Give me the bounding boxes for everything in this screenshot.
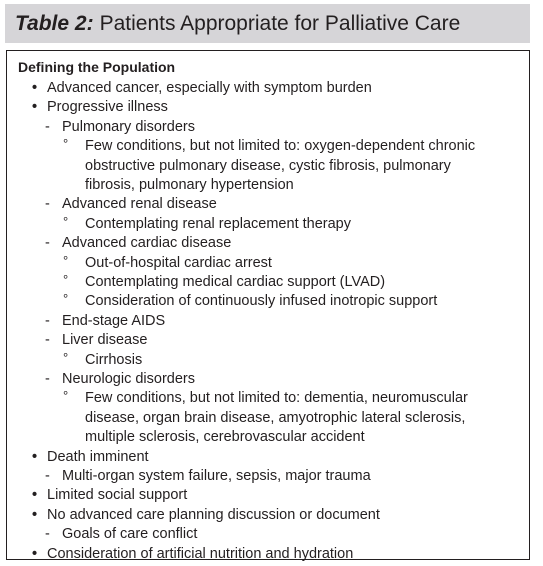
bullet-marker: • <box>32 506 38 523</box>
dash-marker: - <box>45 118 50 135</box>
list-item-level-3 <box>85 409 465 429</box>
list-item-level-2 <box>45 118 195 138</box>
list-item-text: Contemplating renal replacement therapy <box>85 215 351 232</box>
list-item-text: Goals of care conflict <box>62 526 198 543</box>
dash-marker: - <box>45 235 50 252</box>
list-item-text: Pulmonary disorders <box>62 118 195 135</box>
bullet-marker: • <box>32 545 38 562</box>
list-item-text: Liver disease <box>62 332 148 349</box>
bullet-marker: • <box>32 448 38 465</box>
dash-marker: - <box>45 371 50 387</box>
list-item-text: Few conditions, but not limited to: dementia, neuromuscular <box>85 390 468 407</box>
list-item-text: Advanced renal disease <box>62 196 217 213</box>
dash-marker: - <box>45 332 50 349</box>
list-item-text: Cirrhosis <box>85 351 143 368</box>
list-item-text: End-stage AIDS <box>62 312 166 329</box>
list-item-text: Progressive illness <box>47 99 168 116</box>
list-item-text: Multi-organ system failure, sepsis, major trauma <box>62 468 371 484</box>
dash-marker: - <box>45 312 50 329</box>
list-item-level-1 <box>32 486 188 506</box>
list-item-text: multiple sclerosis, cerebrovascular accident <box>85 429 365 446</box>
list-item-level-1 <box>32 98 168 118</box>
list-item-level-2 <box>45 234 232 254</box>
list-item-level-3 <box>63 252 272 274</box>
list-item-text: Consideration of continuously infused inotropic support <box>85 293 438 310</box>
degree-marker: ° <box>63 349 69 365</box>
list-item-text: Consideration of artificial nutrition and hydration <box>47 545 354 562</box>
list-item-level-2 <box>45 525 198 545</box>
list-item-level-1 <box>32 448 149 468</box>
dash-marker: - <box>45 468 50 484</box>
list-item-level-3 <box>63 291 438 312</box>
dash-marker: - <box>45 196 50 213</box>
list-item-level-1 <box>32 79 372 99</box>
degree-marker: ° <box>63 252 69 268</box>
list-item-text: Neurologic disorders <box>62 371 195 387</box>
table-title: Patients Appropriate for Palliative Care <box>99 11 461 35</box>
degree-marker: ° <box>63 291 69 307</box>
list-item-level-3 <box>63 272 386 293</box>
list-item-level-2 <box>45 312 166 332</box>
degree-marker: ° <box>63 136 69 152</box>
table-header <box>5 4 530 43</box>
bullet-marker: • <box>32 487 38 504</box>
list-item-level-2 <box>45 331 148 351</box>
bullet-marker: • <box>32 99 38 116</box>
section-title: Defining the Population <box>18 59 176 75</box>
degree-marker: ° <box>63 272 69 287</box>
list-item-level-1 <box>32 545 354 565</box>
list-item-level-1 <box>32 506 380 526</box>
table-body <box>6 50 530 560</box>
list-item-level-2 <box>45 467 371 487</box>
list-item-text: Limited social support <box>47 487 188 504</box>
list-item-level-3 <box>63 213 351 235</box>
list-item-level-3 <box>63 349 143 371</box>
list-item-text: disease, organ brain disease, amyotrophic lateral sclerosis, <box>85 409 466 426</box>
list-item-text: Few conditions, but not limited to: oxygen-dependent chronic <box>85 138 476 155</box>
degree-marker: ° <box>63 213 69 229</box>
dash-marker: - <box>45 526 50 543</box>
list-item-level-3 <box>63 388 468 409</box>
list-item-text: Death imminent <box>47 448 149 465</box>
list-item-text: Advanced cardiac disease <box>62 235 232 252</box>
list-item-level-2 <box>45 195 217 215</box>
list-item-level-3 <box>85 176 294 196</box>
list-item-text: fibrosis, pulmonary hypertension <box>85 177 294 193</box>
list-item-level-3 <box>63 136 476 157</box>
list-item-level-2 <box>45 370 195 390</box>
list-item-text: obstructive pulmonary disease, cystic fibrosis, pulmonary <box>85 157 451 174</box>
list-item-level-3 <box>85 428 365 448</box>
list-item-text: Advanced cancer, especially with symptom burden <box>47 80 372 96</box>
table-label: Table 2: <box>15 11 94 35</box>
degree-marker: ° <box>63 388 69 404</box>
bullet-marker: • <box>32 80 38 96</box>
list-item-text: Out-of-hospital cardiac arrest <box>85 254 272 271</box>
list-item-level-3 <box>85 157 451 177</box>
list-item-text: Contemplating medical cardiac support (LVAD) <box>85 274 386 290</box>
list-item-text: No advanced care planning discussion or document <box>47 506 380 523</box>
